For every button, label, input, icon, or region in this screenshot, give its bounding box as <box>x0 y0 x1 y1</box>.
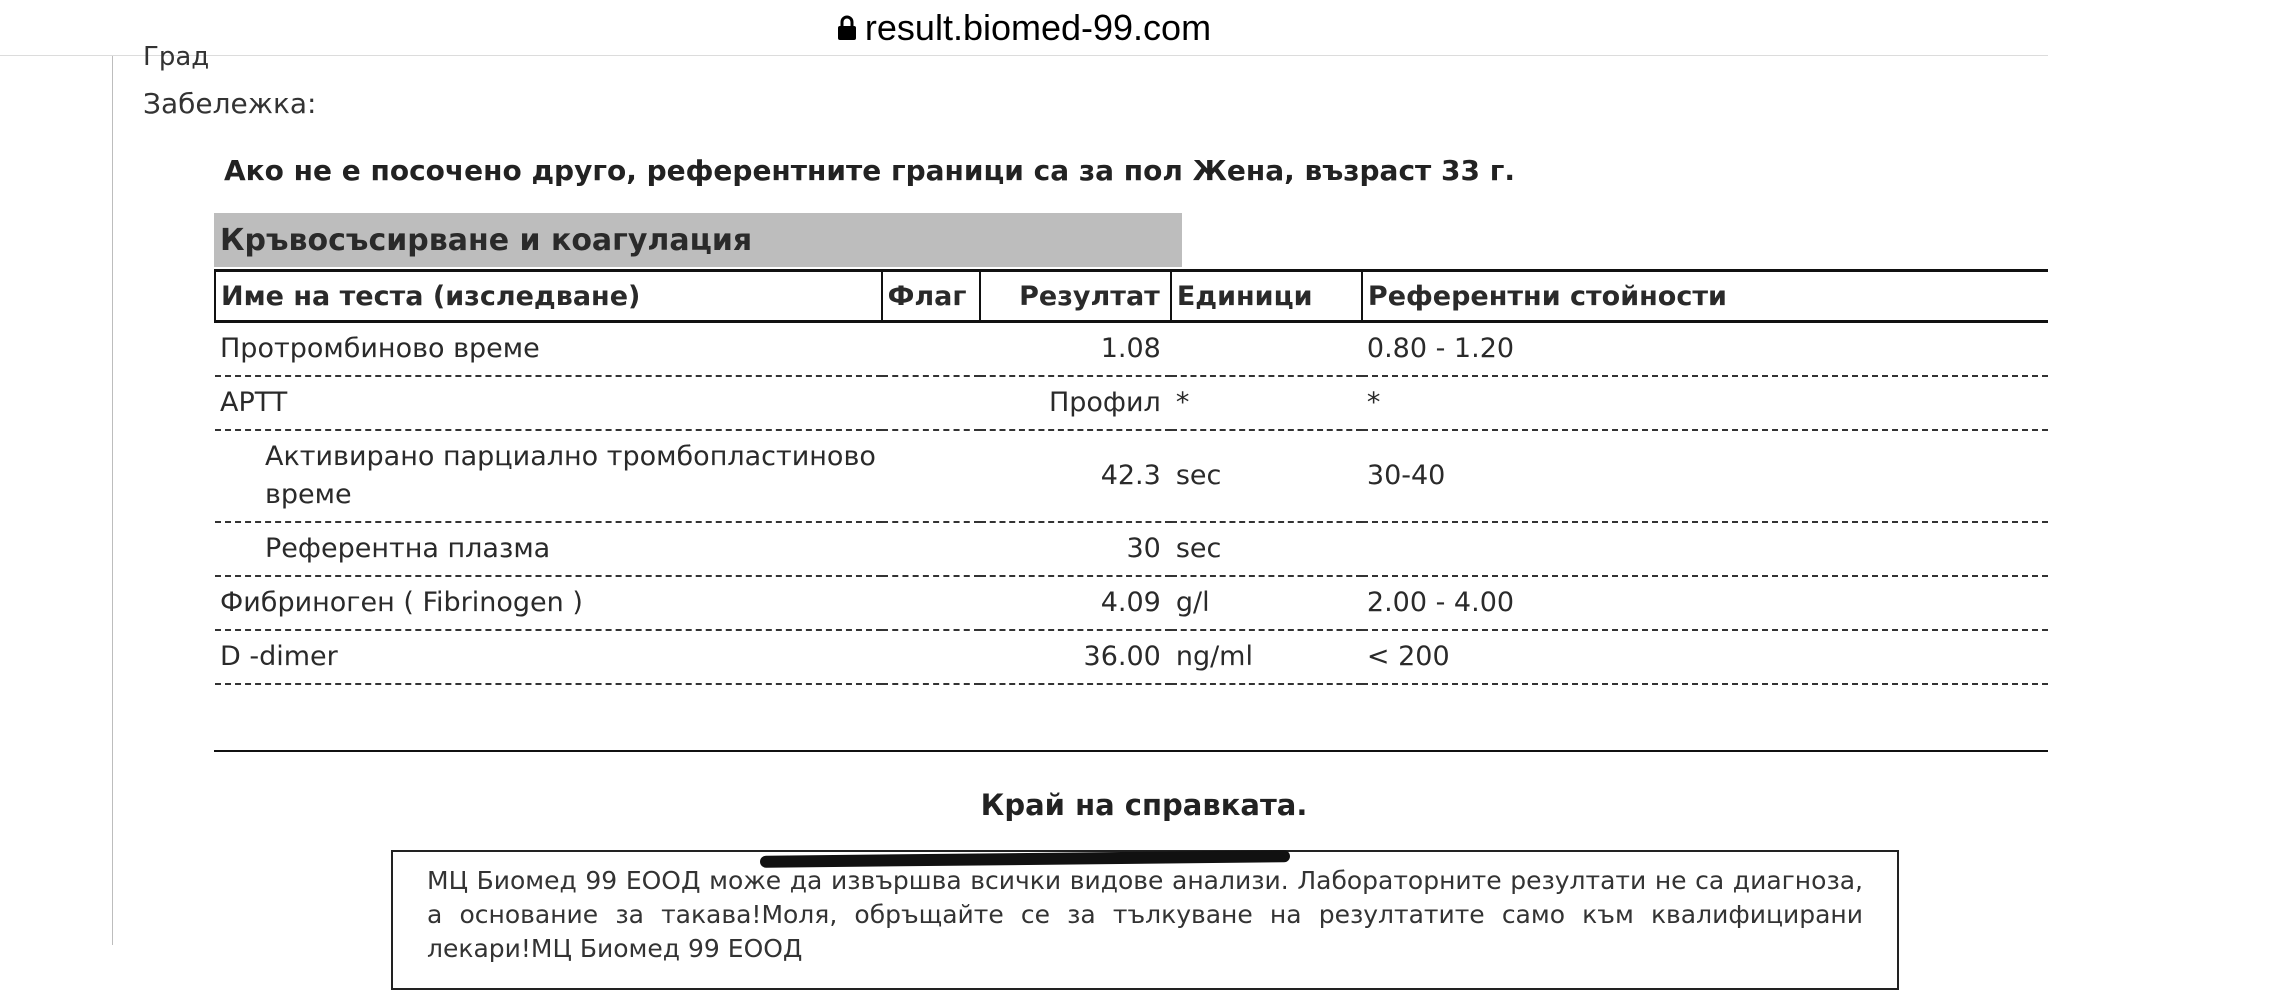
cell-name: D -dimer <box>215 630 882 684</box>
cell-result: 4.09 <box>980 576 1171 630</box>
header-result: Резултат <box>980 271 1171 322</box>
cell-name: Протромбиново време <box>215 322 882 376</box>
header-reference: Референтни стойности <box>1362 271 2048 322</box>
disclaimer-box <box>391 850 1899 990</box>
url-display[interactable] <box>837 7 1211 49</box>
cell-flag <box>882 630 981 684</box>
cell-flag <box>882 430 981 522</box>
browser-address-bar[interactable] <box>0 0 2048 56</box>
cell-result: 42.3 <box>980 430 1171 522</box>
cell-units: ng/ml <box>1171 630 1362 684</box>
table-row <box>215 376 2048 430</box>
cell-units: * <box>1171 376 1362 430</box>
cell-flag <box>882 576 981 630</box>
cell-flag <box>882 522 981 576</box>
reference-note: Ако не е посочено друго, референтните граници са за пол Жена, възраст 33 г. <box>224 154 1515 187</box>
report-page <box>0 42 2048 963</box>
table-row <box>215 430 2048 522</box>
section-divider <box>214 750 2048 752</box>
cell-name: Фибриноген ( Fibrinogen ) <box>215 576 882 630</box>
cell-reference: 30-40 <box>1362 430 2048 522</box>
table-row <box>215 522 2048 576</box>
cell-name: APTT <box>215 376 882 430</box>
cell-flag <box>882 322 981 376</box>
url-text: result.biomed-99.com <box>864 6 1212 48</box>
cell-flag <box>882 376 981 430</box>
disclaimer-text: МЦ Биомед 99 ЕООД може да извършва всички видове анализи. Лабораторните резултати не са диагноза, а основание за такава!Моля, обръщайте се за тълкуване на резултатите само към квалифицирани лекари!МЦ Биомед 99 ЕООД <box>427 866 1863 963</box>
cell-units: sec <box>1171 430 1362 522</box>
cell-name: Активирано парциално тромбопластиново време <box>215 430 882 522</box>
header-flag: Флаг <box>882 271 981 322</box>
table-row <box>215 322 2048 376</box>
lock-icon <box>837 15 857 41</box>
cell-reference: * <box>1362 376 2048 430</box>
results-table <box>214 269 2048 685</box>
cell-units: g/l <box>1171 576 1362 630</box>
cell-reference: 2.00 - 4.00 <box>1362 576 2048 630</box>
section-title <box>214 213 1182 267</box>
end-of-report: Край на справката. <box>980 788 1308 822</box>
cell-name: Референтна плазма <box>215 522 882 576</box>
note-label: Забележка: <box>143 87 317 120</box>
section-title-text: Кръвосъсирване и коагулация <box>220 222 753 258</box>
table-header-row <box>215 271 2048 322</box>
table-row <box>215 630 2048 684</box>
header-units: Единици <box>1171 271 1362 322</box>
clipped-text: Град <box>143 42 210 72</box>
cell-units <box>1171 322 1362 376</box>
cell-reference: 0.80 - 1.20 <box>1362 322 2048 376</box>
cell-result: Профил <box>980 376 1171 430</box>
cell-reference: < 200 <box>1362 630 2048 684</box>
header-name: Име на теста (изследване) <box>215 271 882 322</box>
cell-units: sec <box>1171 522 1362 576</box>
cell-result: 36.00 <box>980 630 1171 684</box>
table-row <box>215 576 2048 630</box>
cell-result: 30 <box>980 522 1171 576</box>
cell-reference <box>1362 522 2048 576</box>
cell-result: 1.08 <box>980 322 1171 376</box>
